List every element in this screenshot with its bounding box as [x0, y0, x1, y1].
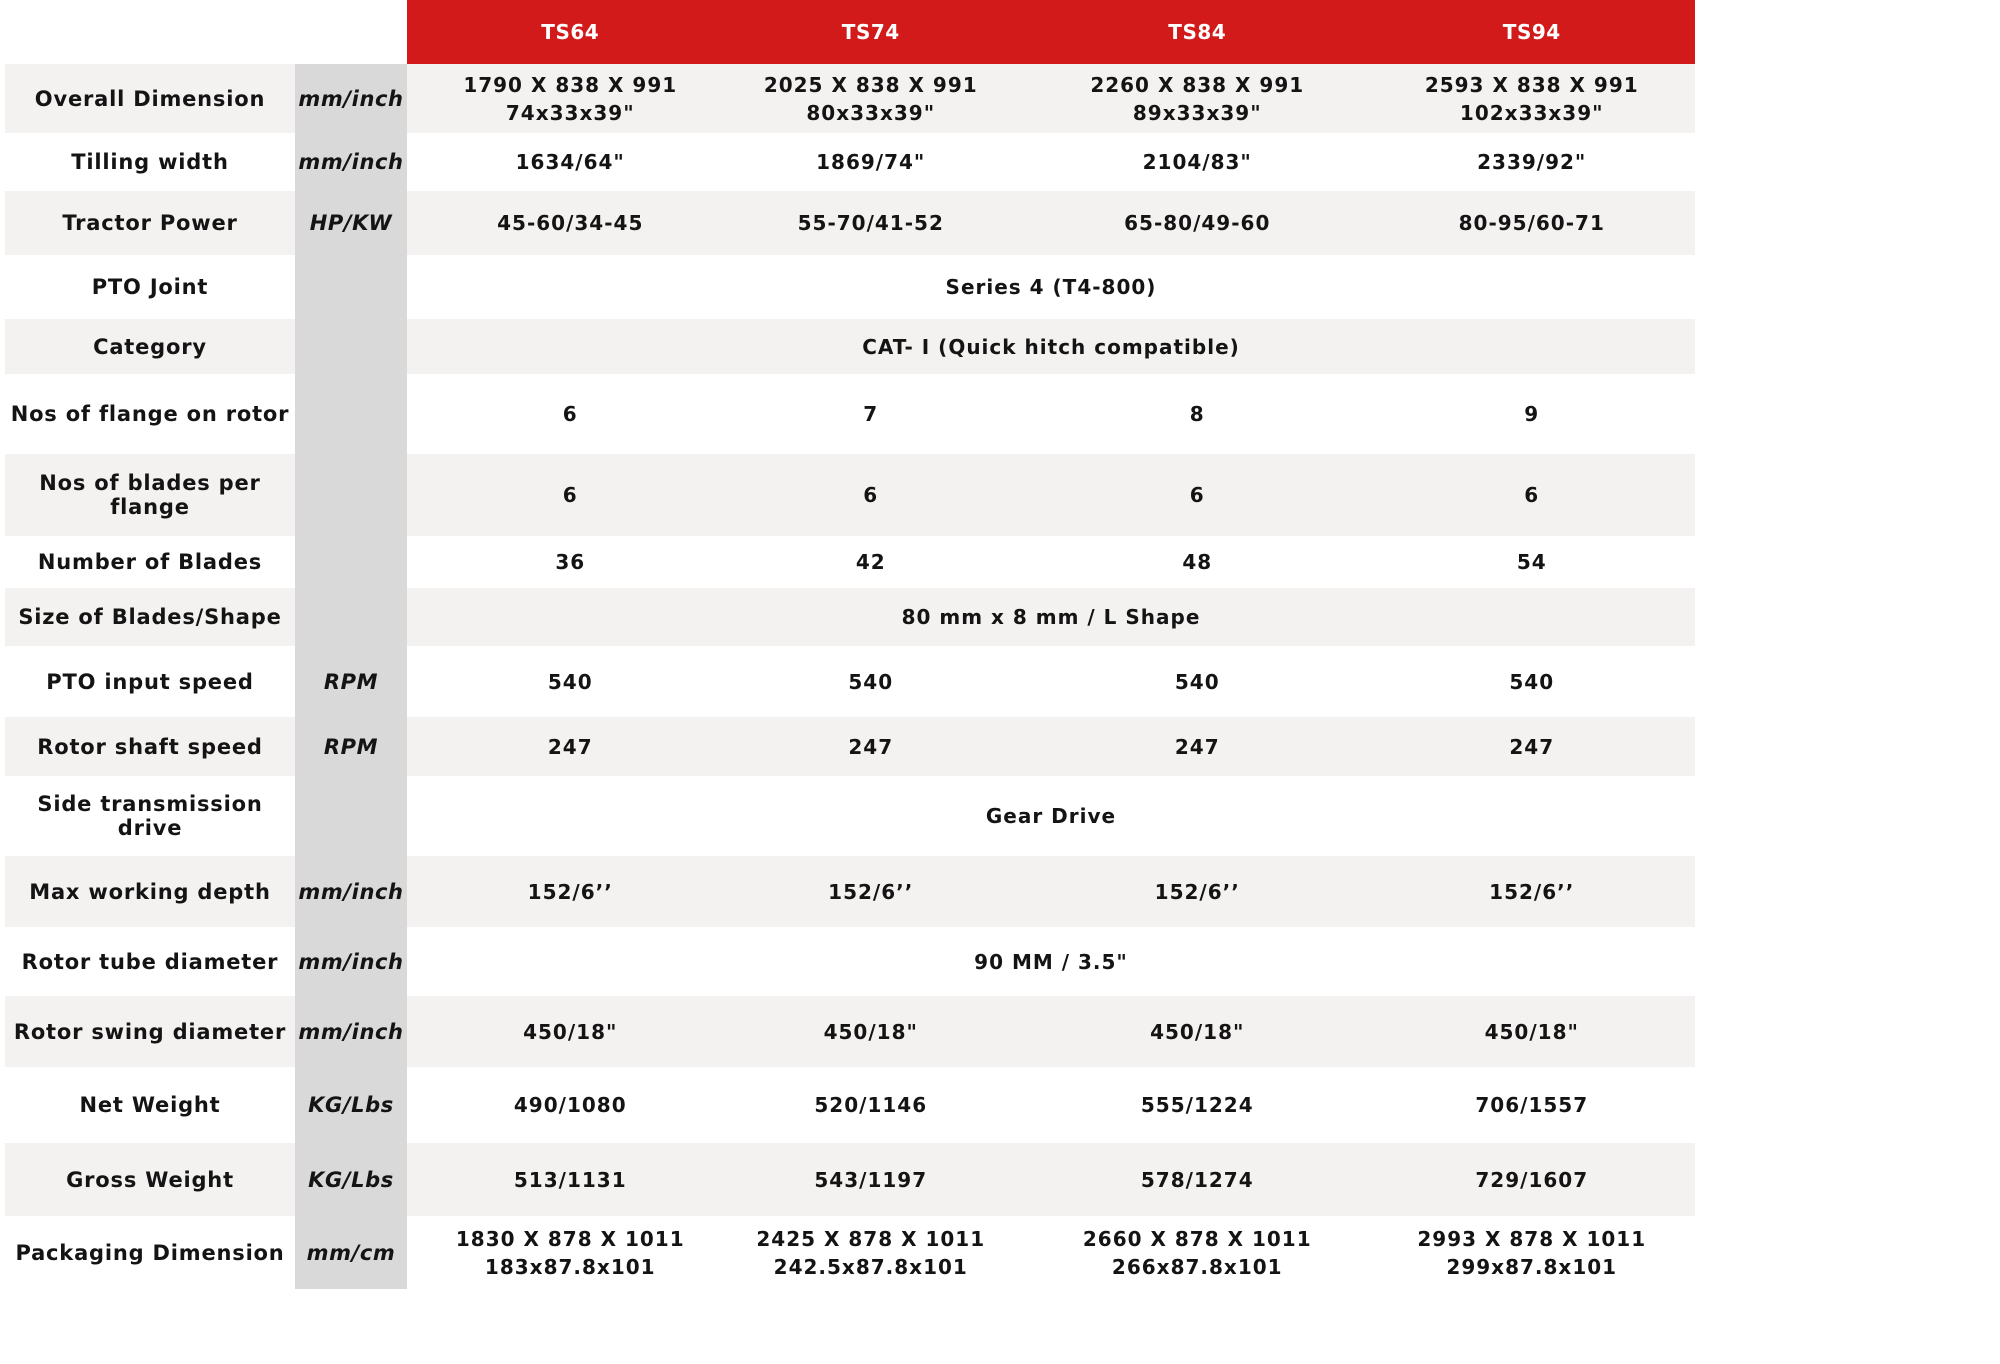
- merged-value-cell: Gear Drive: [985, 804, 1117, 828]
- value-cell: [1034, 717, 1361, 776]
- model-header-cell: TS94: [1502, 20, 1561, 44]
- value-cell: [1034, 996, 1361, 1067]
- table-row: [5, 454, 1695, 536]
- value-cell: [407, 646, 734, 717]
- value-line: 2260 X 838 X 991: [1090, 72, 1305, 97]
- unit-cell: [295, 454, 407, 536]
- value-line: 1634/64": [515, 150, 625, 174]
- model-header: [407, 0, 1695, 64]
- row-label: Nos of blades per flange: [39, 471, 261, 519]
- value-cell: [708, 717, 1035, 776]
- value-line: 89x33x39": [1132, 100, 1262, 125]
- value-line: 299x87.8x101: [1446, 1254, 1618, 1279]
- value-cell: [708, 133, 1035, 191]
- header-row: [5, 0, 1695, 64]
- value-line: 102x33x39": [1459, 100, 1604, 125]
- value-cell: [708, 454, 1035, 536]
- value-cells: [407, 1216, 1695, 1289]
- value-cell: [407, 996, 734, 1067]
- unit-cell: [295, 776, 407, 856]
- value-cell: [1369, 856, 1696, 927]
- value-cell: [1034, 454, 1361, 536]
- merged-value-cell: 90 MM / 3.5": [974, 949, 1128, 974]
- value-cell: [1369, 133, 1696, 191]
- value-line: 7: [863, 402, 879, 426]
- value-line: 540: [848, 669, 894, 694]
- value-line: 2993 X 878 X 1011: [1417, 1226, 1647, 1251]
- merged-value-cell: 80 mm x 8 mm / L Shape: [901, 605, 1201, 629]
- value-line: 152/6’’: [828, 879, 914, 904]
- value-line: 2660 X 878 X 1011: [1082, 1226, 1312, 1251]
- value-line: 48: [1182, 550, 1213, 574]
- unit-cell: KG/Lbs: [295, 1067, 407, 1143]
- row-label: Size of Blades/Shape: [18, 605, 282, 629]
- row-label: Rotor shaft speed: [37, 734, 263, 759]
- value-line: 74x33x39": [505, 100, 635, 125]
- unit-cell: RPM: [295, 717, 407, 776]
- value-cell: [1369, 454, 1696, 536]
- value-line: 2425 X 878 X 1011: [756, 1226, 986, 1251]
- unit-cell: mm/inch: [295, 133, 407, 191]
- value-line: 183x87.8x101: [484, 1254, 656, 1279]
- value-line: 266x87.8x101: [1111, 1254, 1283, 1279]
- table-row: [5, 64, 1695, 133]
- unit-cell: mm/cm: [295, 1216, 407, 1289]
- value-line: 540: [1174, 669, 1220, 694]
- row-label: PTO Joint: [91, 275, 209, 299]
- value-cells: [407, 1067, 1695, 1143]
- value-cell: [708, 1143, 1035, 1216]
- value-cell: [407, 717, 734, 776]
- value-cell: [1034, 1067, 1361, 1143]
- value-line: 247: [848, 734, 894, 759]
- value-cell: [708, 191, 1035, 255]
- value-cell: [407, 374, 734, 454]
- table-row: [5, 856, 1695, 927]
- table-row: [5, 133, 1695, 191]
- value-cells: [407, 255, 1695, 319]
- value-cell: [1369, 64, 1696, 133]
- value-line: 450/18": [523, 1019, 618, 1044]
- value-line: 6: [1524, 483, 1540, 507]
- model-header-cell: TS74: [841, 20, 900, 44]
- table-row: [5, 191, 1695, 255]
- value-line: 55-70/41-52: [797, 211, 944, 235]
- value-cell: [1034, 856, 1361, 927]
- value-cell: [1369, 536, 1696, 588]
- table-row: [5, 588, 1695, 646]
- value-cell: [407, 856, 734, 927]
- row-label: Side transmission drive: [37, 792, 263, 840]
- value-line: 247: [1174, 734, 1220, 759]
- unit-cell: mm/inch: [295, 996, 407, 1067]
- value-cells: [407, 927, 1695, 996]
- value-cell: [708, 536, 1035, 588]
- value-line: 520/1146: [814, 1093, 928, 1117]
- table-row: [5, 255, 1695, 319]
- unit-cell: [295, 374, 407, 454]
- table-row: [5, 374, 1695, 454]
- value-cells: [407, 588, 1695, 646]
- value-cells: [407, 856, 1695, 927]
- value-cells: [407, 319, 1695, 374]
- value-line: 9: [1524, 402, 1540, 426]
- table-row: [5, 776, 1695, 856]
- unit-cell: mm/inch: [295, 856, 407, 927]
- value-cell: [708, 374, 1035, 454]
- row-label: Rotor tube diameter: [21, 949, 279, 974]
- value-line: 152/6’’: [1154, 879, 1240, 904]
- value-line: 2025 X 838 X 991: [763, 72, 978, 97]
- value-line: 45-60/34-45: [497, 211, 644, 235]
- value-line: 54: [1516, 550, 1547, 574]
- merged-value-cell: CAT- I (Quick hitch compatible): [862, 334, 1240, 359]
- value-line: 6: [562, 483, 578, 507]
- value-line: 6: [1189, 483, 1205, 507]
- unit-cell: mm/inch: [295, 64, 407, 133]
- table-row: [5, 1143, 1695, 1216]
- merged-value-cell: Series 4 (T4-800): [945, 275, 1157, 299]
- unit-cell: [295, 588, 407, 646]
- value-cell: [1369, 1216, 1696, 1289]
- value-cell: [708, 646, 1035, 717]
- value-line: 578/1274: [1140, 1167, 1254, 1192]
- value-cell: [1034, 1216, 1361, 1289]
- table-row: [5, 646, 1695, 717]
- value-line: 490/1080: [513, 1093, 627, 1117]
- value-line: 1790 X 838 X 991: [463, 72, 678, 97]
- value-cell: [1034, 374, 1361, 454]
- value-line: 152/6’’: [527, 879, 613, 904]
- value-line: 80-95/60-71: [1458, 211, 1605, 235]
- value-cells: [407, 1143, 1695, 1216]
- row-label: Overall Dimension: [34, 86, 266, 111]
- spec-rows: [5, 64, 1695, 1289]
- value-cell: [407, 1216, 734, 1289]
- value-cells: [407, 776, 1695, 856]
- value-cells: [407, 133, 1695, 191]
- value-cell: [708, 1067, 1035, 1143]
- value-line: 6: [863, 483, 879, 507]
- model-header-cell: TS64: [541, 20, 600, 44]
- value-cell: [407, 536, 734, 588]
- value-cell: [407, 454, 734, 536]
- value-cell: [708, 64, 1035, 133]
- value-cells: [407, 717, 1695, 776]
- value-line: 1869/74": [816, 150, 926, 174]
- value-line: 152/6’’: [1489, 879, 1575, 904]
- value-cell: [1369, 646, 1696, 717]
- unit-cell: mm/inch: [295, 927, 407, 996]
- value-cell: [407, 1067, 734, 1143]
- value-cell: [1034, 646, 1361, 717]
- unit-cell: KG/Lbs: [295, 1143, 407, 1216]
- value-line: 8: [1189, 402, 1205, 426]
- value-cell: [1369, 717, 1696, 776]
- table-row: [5, 1216, 1695, 1289]
- model-header-cell: TS84: [1168, 20, 1227, 44]
- unit-cell: [295, 536, 407, 588]
- unit-cell: [295, 255, 407, 319]
- value-line: 555/1224: [1140, 1093, 1254, 1117]
- value-line: 543/1197: [814, 1167, 928, 1192]
- table-row: [5, 536, 1695, 588]
- table-row: [5, 927, 1695, 996]
- value-line: 6: [562, 402, 578, 426]
- value-line: 450/18": [1150, 1019, 1245, 1044]
- value-cells: [407, 536, 1695, 588]
- table-row: [5, 996, 1695, 1067]
- row-label: Rotor swing diameter: [13, 1019, 287, 1044]
- value-cell: [1034, 1143, 1361, 1216]
- value-cell: [708, 856, 1035, 927]
- value-cells: [407, 191, 1695, 255]
- row-label: Max working depth: [29, 879, 271, 904]
- value-line: 2593 X 838 X 991: [1424, 72, 1639, 97]
- value-cells: [407, 374, 1695, 454]
- row-label: Gross Weight: [66, 1167, 234, 1192]
- value-cell: [407, 1143, 734, 1216]
- value-line: 65-80/49-60: [1124, 211, 1271, 235]
- unit-cell: [295, 319, 407, 374]
- value-line: 242.5x87.8x101: [773, 1254, 968, 1279]
- value-line: 450/18": [823, 1019, 918, 1044]
- value-cell: [1369, 1143, 1696, 1216]
- value-cell: [1369, 191, 1696, 255]
- value-line: 450/18": [1484, 1019, 1579, 1044]
- value-line: 540: [1509, 669, 1555, 694]
- table-row: [5, 319, 1695, 374]
- row-label: Net Weight: [79, 1093, 221, 1117]
- table-row: [5, 717, 1695, 776]
- value-cell: [1034, 536, 1361, 588]
- value-line: 247: [547, 734, 593, 759]
- row-label: Nos of flange on rotor: [10, 402, 290, 426]
- value-line: 247: [1509, 734, 1555, 759]
- value-cells: [407, 454, 1695, 536]
- spec-table: [5, 0, 1695, 1289]
- header-spacer: [5, 0, 407, 64]
- table-row: [5, 1067, 1695, 1143]
- row-label: Tractor Power: [62, 211, 238, 235]
- value-line: 540: [547, 669, 593, 694]
- value-cell: [1369, 374, 1696, 454]
- row-label: Tilling width: [71, 150, 229, 174]
- value-line: 1830 X 878 X 1011: [455, 1226, 685, 1251]
- value-cell: [1369, 996, 1696, 1067]
- row-label: PTO input speed: [46, 669, 254, 694]
- value-cells: [407, 996, 1695, 1067]
- value-cell: [708, 1216, 1035, 1289]
- value-line: 729/1607: [1475, 1167, 1589, 1192]
- value-cell: [1034, 133, 1361, 191]
- row-label: Number of Blades: [37, 550, 263, 574]
- value-line: 42: [855, 550, 886, 574]
- value-cell: [407, 191, 734, 255]
- value-line: 706/1557: [1475, 1093, 1589, 1117]
- value-cells: [407, 64, 1695, 133]
- value-line: 80x33x39": [806, 100, 936, 125]
- unit-cell: HP/KW: [295, 191, 407, 255]
- value-line: 2104/83": [1142, 150, 1252, 174]
- value-line: 2339/92": [1477, 150, 1587, 174]
- row-label: Category: [93, 334, 207, 359]
- value-cell: [1034, 191, 1361, 255]
- value-cell: [407, 64, 734, 133]
- value-cell: [1034, 64, 1361, 133]
- value-cell: [708, 996, 1035, 1067]
- value-line: 36: [555, 550, 586, 574]
- unit-cell: RPM: [295, 646, 407, 717]
- row-label: Packaging Dimension: [15, 1240, 285, 1265]
- value-line: 513/1131: [513, 1167, 627, 1192]
- value-cell: [1369, 1067, 1696, 1143]
- value-cells: [407, 646, 1695, 717]
- value-cell: [407, 133, 734, 191]
